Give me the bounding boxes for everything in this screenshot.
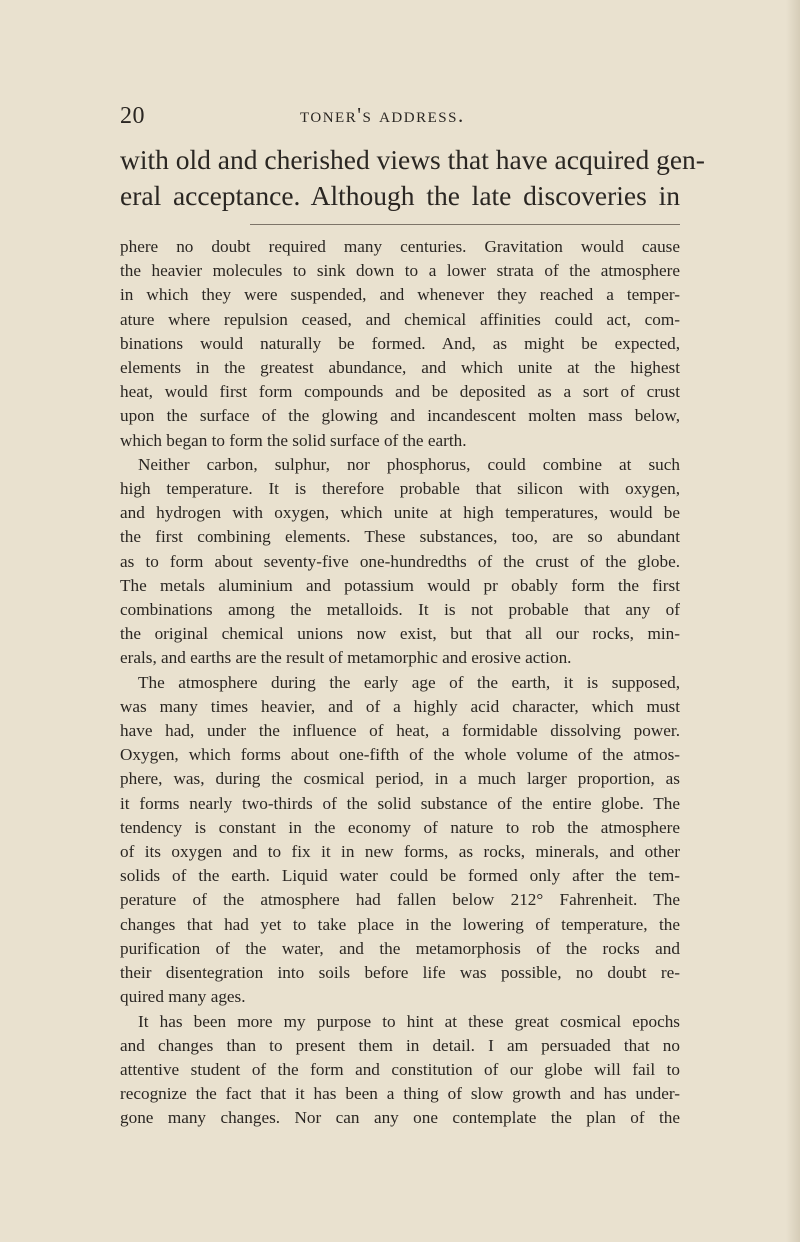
text-line: phere, was, during the cosmical period, in a much larger proportion, as bbox=[120, 769, 680, 789]
text-line: combinations among the metalloids. It is not probable that any of bbox=[120, 600, 680, 620]
text-line: changes that had yet to take place in the lowering of temperature, the bbox=[120, 914, 680, 934]
text-line: the heavier molecules to sink down to a lower strata of the atmosphere bbox=[120, 261, 680, 281]
body-text bbox=[120, 235, 680, 1131]
text-line: It has been more my purpose to hint at these great cosmical epochs bbox=[138, 1011, 680, 1031]
text-line: the original chemical unions now exist, but that all our rocks, min- bbox=[120, 624, 680, 644]
text-line: attentive student of the form and constitution of our globe will fail to bbox=[120, 1059, 680, 1079]
text-line: their disentegration into soils before life was possible, no doubt re- bbox=[120, 963, 680, 983]
text-line: elements in the greatest abundance, and which unite at the highest bbox=[120, 358, 680, 378]
text-line: quired many ages. bbox=[120, 987, 246, 1007]
text-line: phere no doubt required many centuries. Gravitation would cause bbox=[120, 237, 680, 256]
text-line: erals, and earths are the result of metamorphic and erosive action. bbox=[120, 648, 572, 668]
page-edge-shadow bbox=[786, 0, 800, 1242]
text-line: have had, under the influence of heat, a formidable dissolving power. bbox=[120, 721, 680, 741]
text-line: was many times heavier, and of a highly acid character, which must bbox=[120, 696, 680, 716]
text-line: the first combining elements. These substances, too, are so abundant bbox=[120, 527, 680, 547]
continued-paragraph-large bbox=[120, 142, 705, 214]
text-line: as to form about seventy-five one-hundredths of the crust of the globe. bbox=[120, 551, 680, 571]
text-line: tendency is constant in the economy of nature to rob the atmosphere bbox=[120, 817, 680, 837]
large-text-line: with old and cherished views that have acquired gen- bbox=[120, 144, 705, 175]
large-text-line: eral acceptance. Although the late discoveries in bbox=[120, 180, 680, 211]
text-line: which began to form the solid surface of the earth. bbox=[120, 430, 467, 450]
text-line: solids of the earth. Liquid water could be formed only after the tem- bbox=[120, 866, 680, 886]
text-line: The metals aluminium and potassium would pr obably form the first bbox=[120, 575, 680, 595]
text-line: perature of the atmosphere had fallen below 212° Fahrenheit. The bbox=[120, 890, 680, 910]
text-line: ature where repulsion ceased, and chemical affinities could act, com- bbox=[120, 309, 680, 329]
text-line: purification of the water, and the metamorphosis of the rocks and bbox=[120, 938, 680, 958]
text-line: binations would naturally be formed. And, as might be expected, bbox=[120, 333, 680, 353]
running-head bbox=[120, 103, 680, 133]
running-title: toner's address. bbox=[300, 103, 465, 127]
text-line: The atmosphere during the early age of the earth, it is supposed, bbox=[138, 672, 680, 692]
text-line: heat, would first form compounds and be deposited as a sort of crust bbox=[120, 382, 680, 402]
text-line: Neither carbon, sulphur, nor phosphorus, could combine at such bbox=[138, 454, 680, 474]
text-line: recognize the fact that it has been a thing of slow growth and has under- bbox=[120, 1084, 680, 1104]
text-line: gone many changes. Nor can any one contemplate the plan of the bbox=[120, 1108, 680, 1128]
text-line: upon the surface of the glowing and incandescent molten mass below, bbox=[120, 406, 680, 426]
text-line: high temperature. It is therefore probable that silicon with oxygen, bbox=[120, 479, 680, 499]
text-line: in which they were suspended, and whenever they reached a temper- bbox=[120, 285, 680, 305]
text-line: and hydrogen with oxygen, which unite at high temperatures, would be bbox=[120, 503, 680, 523]
text-line: it forms nearly two-thirds of the solid substance of the entire globe. The bbox=[120, 793, 680, 813]
text-line: and changes than to present them in detail. I am persuaded that no bbox=[120, 1035, 680, 1055]
text-line: of its oxygen and to fix it in new forms, as rocks, minerals, and other bbox=[120, 842, 680, 862]
section-rule bbox=[250, 224, 680, 225]
page-number: 20 bbox=[120, 103, 145, 129]
text-line: Oxygen, which forms about one-fifth of the whole volume of the atmos- bbox=[120, 745, 680, 765]
